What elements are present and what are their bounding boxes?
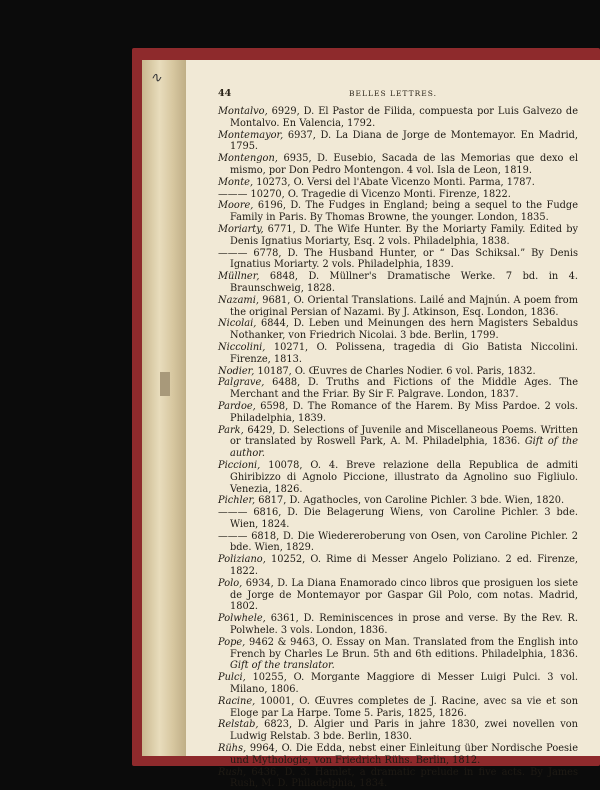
entry-text: 10001, O. Œuvres completes de J. Racine, avec sa vie et son Eloge par La Harpe. Tome 5. Paris, 1825, 1826.	[230, 695, 578, 719]
catalog-entry	[218, 696, 578, 720]
entry-author: Polo,	[218, 577, 243, 589]
catalog-entry	[218, 130, 578, 154]
catalog-entry	[218, 672, 578, 696]
entry-author: Pope,	[218, 636, 246, 648]
entry-text: 6935, D. Eusebio, Sacada de las Memorias que dexo el mismo, por Don Pedro Montengon. 4 vol. Isla de Leon, 1819.	[230, 153, 578, 176]
entry-author: Müllner,	[218, 271, 260, 283]
entry-text: 9681, O. Oriental Translations. Lailé and Majnún. A poem from the original Persian of Nazami. By J. Atkinson, Esq. London, 1836.	[230, 294, 578, 318]
entry-author: Rush,	[218, 766, 247, 778]
entry-author: Park,	[218, 424, 244, 436]
entry-text: 6488, D. Truths and Fictions of the Middle Ages. The Merchant and the Friar. By Sir F. Palgrave. London, 1837.	[230, 377, 578, 401]
entry-text: 10255, O. Morgante Maggiore di Messer Luigi Pulci. 3 vol. Milano, 1806.	[230, 672, 578, 696]
entry-text: 6771, D. The Wife Hunter. By the Moriarty Family. Edited by Denis Ignatius Moriarty, Esq. 2 vols. Philadelphia, 1838.	[230, 223, 578, 247]
entry-author: Poliziano,	[218, 554, 266, 566]
entry-text: 10252, O. Rime di Messer Angelo Poliziano. 2 ed. Firenze, 1822.	[230, 554, 578, 578]
entry-author: Moriarty,	[218, 223, 264, 235]
entry-text: 6844, D. Leben und Meinungen des hern Magisters Sebaldus Nothanker, von Friedrich Nicolai. 3 bde. Berlin, 1799.	[230, 318, 578, 342]
entry-author: ———	[218, 188, 248, 200]
entry-text: 6848, D. Müllner's Dramatische Werke. 7 bd. in 4. Braunschweig, 1828.	[230, 271, 578, 294]
entry-text: 6598, D. The Romance of the Harem. By Miss Pardoe. 2 vols. Philadelphia, 1839.	[230, 400, 578, 424]
entry-author: Pulci,	[218, 672, 246, 684]
catalog-entry	[218, 224, 578, 248]
entry-author: Rühs,	[218, 743, 247, 755]
catalog-entry	[218, 460, 578, 495]
entry-text: 6361, D. Reminiscences in prose and verse. By the Rev. R. Polwhele. 3 vols. London, 1836.	[230, 613, 578, 637]
entry-note: Gift of the author.	[230, 436, 578, 460]
entry-author: Monte,	[218, 176, 254, 188]
catalog-entry	[218, 743, 578, 767]
catalog-entry	[218, 318, 578, 342]
catalog-entry	[218, 637, 578, 672]
entry-author: Niccolini,	[218, 341, 266, 353]
entry-author: Montengon,	[218, 153, 278, 165]
catalog-entry	[218, 719, 578, 743]
entry-author: Pichler,	[218, 495, 256, 507]
entry-text: 6937, D. La Diana de Jorge de Montemayor. En Madrid, 1795.	[230, 129, 578, 153]
catalog-entry	[218, 531, 578, 555]
entry-text: 6934, D. La Diana Enamorado cinco libros que prosiguen los siete de Jorge de Montemayor por Gaspar Gil Polo, com notas. Madrid, 1802.	[230, 577, 578, 613]
entry-author: Nicolai,	[218, 318, 257, 330]
entry-author: Nazami,	[218, 294, 259, 306]
entry-author: ———	[218, 530, 248, 542]
catalog-entry	[218, 425, 578, 460]
entry-author: Relstab,	[218, 719, 259, 731]
entry-author: Piccioni,	[218, 459, 261, 471]
entry-text: 6823, D. Algier und Paris in jahre 1830, zwei novellen von Ludwig Relstab. 3 bde. Berlin, 1830.	[230, 719, 578, 743]
entry-author: Montemayor,	[218, 129, 284, 141]
entry-author: ———	[218, 507, 248, 519]
edge-mark: ∿	[150, 70, 162, 86]
catalog-entry	[218, 342, 578, 366]
catalog-entry	[218, 248, 578, 272]
entry-text: 6429, D. Selections of Juvenile and Miscellaneous Poems. Written or translated by Roswell Park, A. M. Philadelphia, 1836.	[230, 424, 578, 448]
catalog-entry	[218, 401, 578, 425]
entry-text: 10273, O. Versi del l'Abate Vicenzo Monti. Parma, 1787.	[253, 176, 535, 188]
catalog-entries	[218, 106, 578, 790]
entry-author: Montalvo,	[218, 106, 268, 117]
entry-text: 10270, O. Tragedie di Vicenzo Monti. Firenze, 1822.	[247, 188, 511, 200]
entry-text: 6817, D. Agathocles, von Caroline Pichler. 3 bde. Wien, 1820.	[255, 495, 565, 507]
catalog-entry	[218, 554, 578, 578]
entry-text: 6778, D. The Husband Hunter, or “ Das Schiksal.” By Denis Ignatius Moriarty. 2 vols. Philadelphia, 1839.	[230, 247, 578, 271]
running-title: BELLES LETTRES.	[349, 89, 437, 98]
page-edges	[142, 60, 186, 756]
catalog-entry	[218, 377, 578, 401]
entry-text: 10187, O. Œuvres de Charles Nodier. 6 vol. Paris, 1832.	[254, 365, 536, 377]
entry-author: Pardoe,	[218, 400, 256, 412]
entry-text: 6196, D. The Fudges in England; being a sequel to the Fudge Family in Paris. By Thomas Browne, the younger. London, 1835.	[230, 200, 578, 224]
entry-author: Palgrave,	[218, 377, 265, 389]
entry-text: 6816, D. Die Belagerung Wiens, von Caroline Pichler. 3 bde. Wien, 1824.	[230, 507, 578, 530]
entry-text: 10078, O. 4. Breve relazione della Republica de admiti Ghiribizzo di Agnolo Piccione, illustrato da Agnolino suo Figliulo. Venezia, 1826.	[230, 459, 578, 495]
catalog-entry	[218, 507, 578, 531]
entry-text: 6818, D. Die Wiedereroberung von Osen, von Caroline Pichler. 2 bde. Wien, 1829.	[230, 530, 578, 554]
entry-text: 6436, D. 3. Hamlet, a dramatic prelude in five acts. By James Rush, M. D. Philadelphia, 1834.	[230, 766, 578, 790]
entry-author: Racine,	[218, 695, 256, 707]
catalog-entry	[218, 189, 578, 201]
catalog-entry	[218, 177, 578, 189]
catalog-entry	[218, 366, 578, 378]
catalog-entry	[218, 295, 578, 319]
catalog-entry	[218, 271, 578, 295]
catalog-entry	[218, 495, 578, 507]
entry-author: Polwhele,	[218, 613, 266, 625]
catalog-entry	[218, 200, 578, 224]
entry-text: 9964, O. Die Edda, nebst einer Einleitung über Nordische Poesie und Mythologie, von Friedrich Rühs. Berlin, 1812.	[230, 743, 578, 766]
entry-note: Gift of the translator.	[230, 660, 335, 672]
catalog-entry	[218, 106, 578, 130]
bookmark-tab	[160, 372, 170, 396]
entry-author: Moore,	[218, 200, 254, 212]
catalog-entry	[218, 767, 578, 790]
catalog-entry	[218, 578, 578, 613]
catalog-entry	[218, 613, 578, 637]
catalog-entry	[218, 153, 578, 177]
book-page	[186, 60, 600, 790]
entry-author: Nodier,	[218, 365, 255, 377]
entry-text: 9462 & 9463, O. Essay on Man. Translated from the English into French by Charles Le Brun. 5th and 6th editions. Philadelphia, 1836.	[230, 636, 578, 660]
entry-text: 10271, O. Polissena, tragedia di Gio Batista Niccolini. Firenze, 1813.	[230, 341, 578, 365]
entry-author: ———	[218, 247, 248, 259]
entry-text: 6929, D. El Pastor de Filida, compuesta por Luis Galvezo de Montalvo. En Valencia, 1792.	[230, 106, 578, 129]
page-number: 44	[218, 88, 232, 99]
